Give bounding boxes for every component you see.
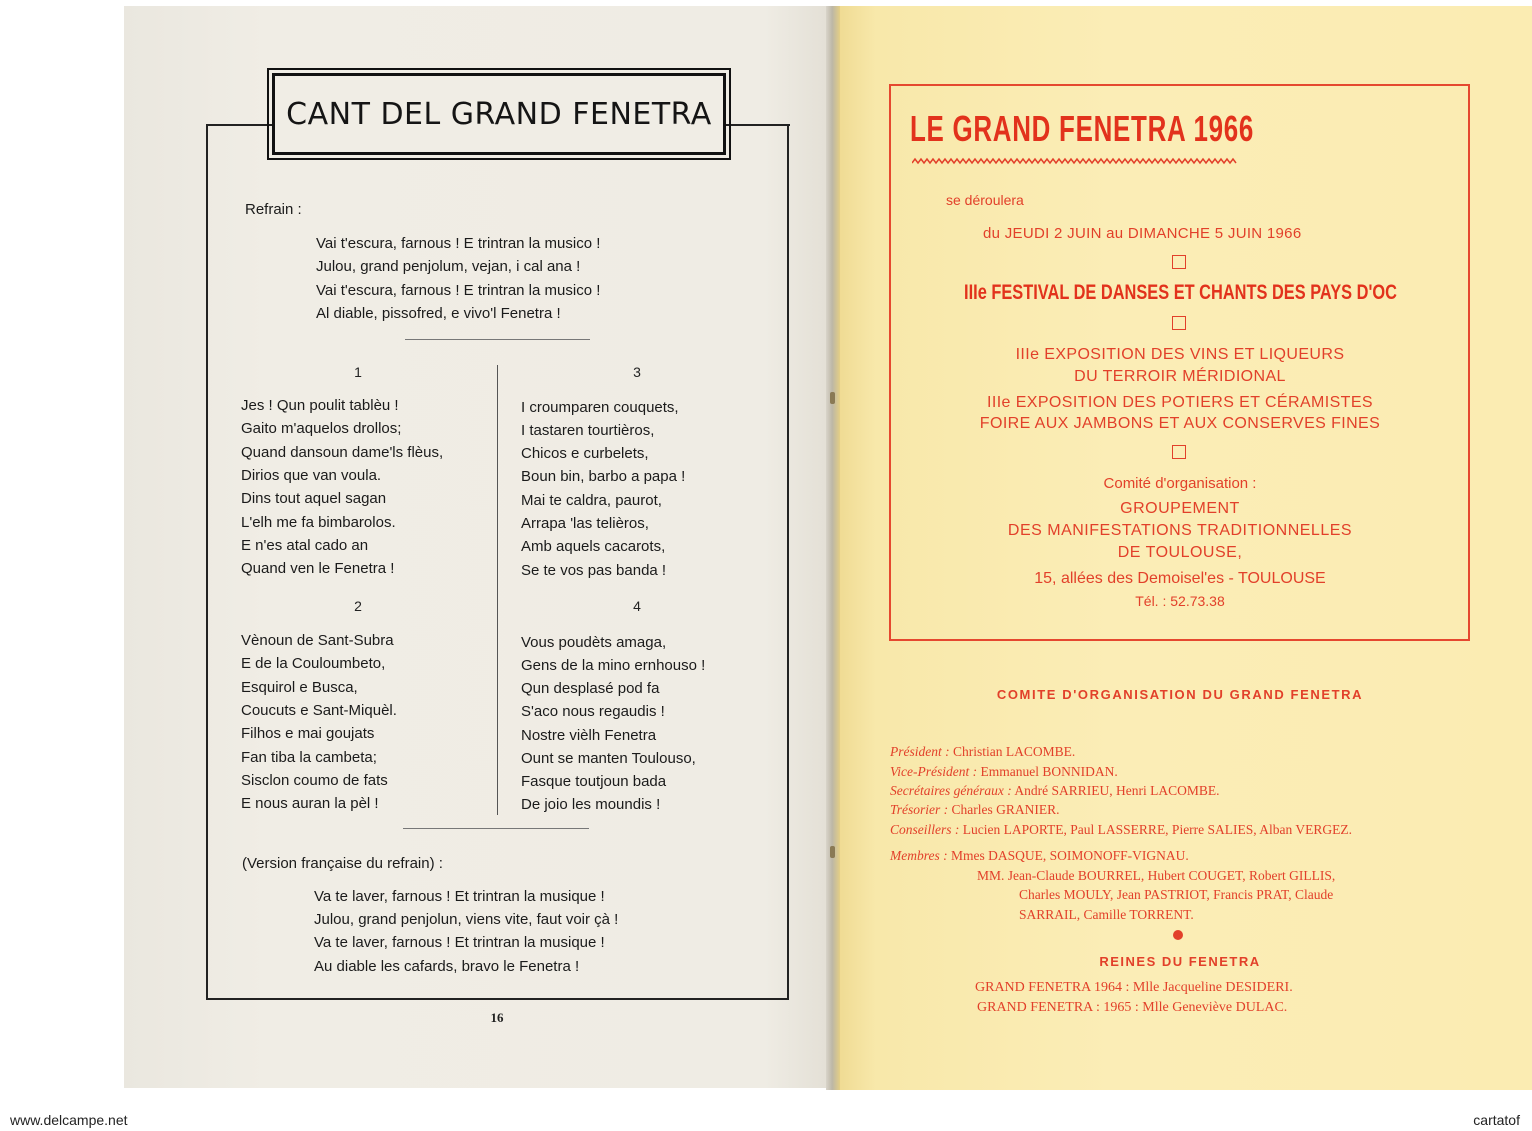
bullet-dot-icon (1173, 930, 1183, 940)
verse-line: Arrapa 'las telièros, (521, 515, 649, 532)
verse-line: S'aco nous regaudis ! (521, 703, 665, 720)
verse-line: Vènoun de Sant-Subra (241, 632, 394, 649)
expo-potiers: IIIe EXPOSITION DES POTIERS ET CÉRAMISTES (987, 394, 1373, 411)
member-names: Emmanuel BONNIDAN. (980, 764, 1118, 779)
stanza-number: 3 (633, 364, 641, 380)
expo-vins-line2: DU TERROIR MÉRIDIONAL (1074, 368, 1286, 385)
member-role: Conseillers : (890, 822, 960, 837)
staple (830, 392, 835, 404)
festival-line: IIIe FESTIVAL DE DANSES ET CHANTS DES PAYS D'OC (963, 281, 1397, 304)
french-refrain-line: Au diable les cafards, bravo le Fenetra ! (314, 958, 580, 975)
festival-line-wrap (892, 281, 1468, 305)
member-names: Charles GRANIER. (951, 802, 1060, 817)
refrain-line: Vai t'escura, farnous ! E trintran la musico ! (316, 235, 601, 252)
member-role: Trésorier : (890, 802, 949, 817)
verse-line: I croumparen couquets, (521, 399, 679, 416)
member-row (890, 744, 1075, 760)
member-role: Secrétaires généraux : (890, 783, 1012, 798)
verse-line: Esquirol e Busca, (241, 679, 358, 696)
verse-line: Boun bin, barbo a papa ! (521, 468, 686, 485)
foire-jambons: FOIRE AUX JAMBONS ET AUX CONSERVES FINES (979, 415, 1381, 432)
member-row (890, 764, 1118, 780)
verse-line: Fan tiba la cambeta; (241, 749, 377, 766)
comite-heading: COMITE D'ORGANISATION DU GRAND FENETRA (996, 687, 1364, 702)
groupement-line3: DE TOULOUSE, (1117, 544, 1243, 561)
intro-text: se déroulera (946, 192, 1024, 208)
verse-line: Coucuts e Sant-Miquèl. (241, 702, 397, 719)
refrain-line: Vai t'escura, farnous ! E trintran la musico ! (316, 282, 601, 299)
verse-line: Dins tout aquel sagan (241, 490, 387, 507)
frame-top-left (206, 124, 276, 126)
verse-line: Dirios que van voula. (241, 467, 382, 484)
verse-line: E n'es atal cado an (241, 537, 369, 554)
reine-line: GRAND FENETRA 1964 : Mlle Jacqueline DESIDERI. (975, 980, 1293, 995)
verse-line: E de la Couloumbeto, (241, 655, 386, 672)
verse-line: De joio les moundis ! (521, 796, 661, 813)
verse-line: E nous auran la pèl ! (241, 795, 379, 812)
stanza-number: 2 (354, 598, 362, 614)
divider-rule (405, 339, 590, 340)
member-role: Président : (890, 744, 950, 759)
verse-line: Gaito m'aquelos drollos; (241, 420, 402, 437)
member-row (890, 802, 1060, 818)
member-row (890, 848, 1189, 864)
member-names: Mmes DASQUE, SOIMONOFF-VIGNAU. (950, 848, 1189, 863)
mm-line: MM. Jean-Claude BOURREL, Hubert COUGET, Robert GILLIS, (977, 868, 1336, 883)
stanza-number: 4 (633, 598, 641, 614)
groupement-line1: GROUPEMENT (1120, 500, 1240, 517)
member-role: Membres : (890, 848, 948, 863)
member-names: Christian LACOMBE. (953, 744, 1076, 759)
square-bullet-icon (1172, 255, 1186, 269)
phone: Tél. : 52.73.38 (1135, 593, 1225, 609)
program-title: LE GRAND FENETRA 1966 (910, 108, 1254, 149)
reine-line: GRAND FENETRA : 1965 : Mlle Geneviève DULAC. (977, 1000, 1288, 1015)
verse-line: Amb aquels cacarots, (521, 538, 666, 555)
groupement-line2: DES MANIFESTATIONS TRADITIONNELLES (1007, 522, 1353, 539)
verse-line: Fasque toutjoun bada (521, 773, 667, 790)
verse-line: Gens de la mino ernhouso ! (521, 657, 706, 674)
verse-line: Quand ven le Fenetra ! (241, 560, 395, 577)
verse-line: Sisclon coumo de fats (241, 772, 388, 789)
footer-seller: cartatof (1473, 1112, 1520, 1128)
verse-line: Filhos e mai goujats (241, 725, 375, 742)
refrain-line: Al diable, pissofred, e vivo'l Fenetra ! (316, 305, 561, 322)
member-names: Lucien LAPORTE, Paul LASSERRE, Pierre SALIES, Alban VERGEZ. (962, 822, 1353, 837)
refrain-label: Refrain : (245, 201, 302, 218)
title-zigzag-underline (912, 157, 1238, 165)
verse-line: Se te vos pas banda ! (521, 562, 667, 579)
verse-line: Qun desplasé pod fa (521, 680, 660, 697)
mm-line: SARRAIL, Camille TORRENT. (1019, 907, 1194, 922)
french-refrain-line: Julou, grand penjolun, viens vite, faut voir çà ! (314, 911, 619, 928)
square-bullet-icon (1172, 316, 1186, 330)
verse-line: L'elh me fa bimbarolos. (241, 514, 396, 531)
french-label: (Version française du refrain) : (242, 855, 443, 872)
song-title: CANT DEL GRAND FENETRA (272, 73, 726, 155)
comite-label: Comité d'organisation : (1103, 475, 1257, 492)
reines-heading: REINES DU FENETRA (1099, 954, 1261, 969)
french-refrain-line: Va te laver, farnous ! Et trintran la musique ! (314, 888, 605, 905)
member-role: Vice-Président : (890, 764, 978, 779)
french-refrain-line: Va te laver, farnous ! Et trintran la musique ! (314, 934, 605, 951)
member-row (890, 783, 1219, 799)
stanza-number: 1 (354, 364, 362, 380)
address: 15, allées des Demoisel'es - TOULOUSE (1034, 570, 1326, 587)
verse-line: Quand dansoun dame'ls flèus, (241, 444, 444, 461)
mm-line: Charles MOULY, Jean PASTRIOT, Francis PRAT, Claude (1019, 887, 1334, 902)
verse-line: Jes ! Qun poulit tablèu ! (241, 397, 399, 414)
verse-line: Chicos e curbelets, (521, 445, 649, 462)
verse-line: Mai te caldra, paurot, (521, 492, 662, 509)
verse-line: I tastaren tourtièros, (521, 422, 655, 439)
verse-line: Vous poudèts amaga, (521, 634, 667, 651)
verse-line: Nostre vièlh Fenetra (521, 727, 657, 744)
footer-site: www.delcampe.net (10, 1112, 128, 1128)
expo-vins-line1: IIIe EXPOSITION DES VINS ET LIQUEURS (1015, 346, 1345, 363)
refrain-line: Julou, grand penjolum, vejan, i cal ana ! (316, 258, 581, 275)
staple (830, 846, 835, 858)
event-dates: du JEUDI 2 JUIN au DIMANCHE 5 JUIN 1966 (983, 225, 1302, 242)
column-divider (497, 365, 498, 815)
member-row (890, 822, 1352, 838)
member-names: André SARRIEU, Henri LACOMBE. (1014, 783, 1220, 798)
booklet-spine (826, 6, 840, 1090)
frame-top-right (724, 124, 790, 126)
square-bullet-icon (1172, 445, 1186, 459)
verse-line: Ount se manten Toulouso, (521, 750, 696, 767)
page-number: 16 (490, 1010, 504, 1025)
divider-rule (403, 828, 589, 829)
